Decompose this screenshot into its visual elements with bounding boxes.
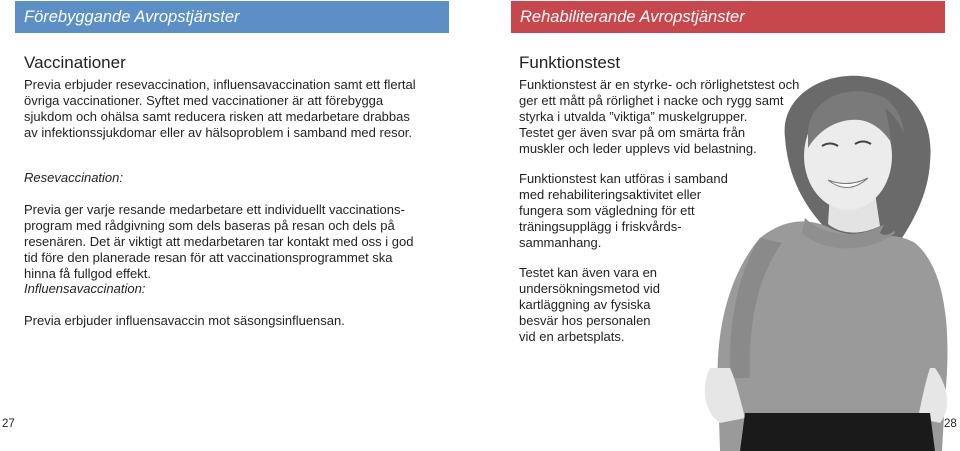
left-banner-title: Förebyggande Avropstjänster [24,8,240,26]
resevaccination-subtitle: Resevaccination: [24,170,123,185]
influensavaccination-body: Previa erbjuder influensavaccin mot säsongsinfluensan. [24,313,345,328]
influensavaccination-subtitle: Influensavaccination: [24,281,146,296]
page-number-left: 27 [2,418,15,430]
page-number-right: 28 [944,418,957,430]
influensavaccination-block [24,265,454,329]
vaccinationer-heading: Vaccinationer [24,53,126,72]
funktionstest-paragraph-3: Testet kan även vara en undersökningsmetod vid kartläggning av fysiska besvär hos personalen vid en arbetsplats. [519,265,660,344]
right-banner [511,1,945,33]
left-banner [15,1,449,33]
funktionstest-paragraph-2: Funktionstest kan utföras i samband med rehabiliteringsaktivitet eller fungera som vägledning för ett träningsupplägg i friskvårds- sammanhang. [519,171,728,250]
resevaccination-block [24,154,454,282]
resevaccination-body: Previa ger varje resande medarbetare ett individuellt vaccinations- program med rådgivning som dels baseras på resan och dels på resenären. Det är viktigt att medarbetaren tar kontakt med oss i god tid före den planerade resan för att vaccinationsprogrammet ska hinna få fullgod effekt. [24,202,414,281]
right-banner-title: Rehabiliterande Avropstjänster [520,8,745,26]
vaccinationer-intro: Previa erbjuder resevaccination, influensavaccination samt ett flertal övriga vaccinationer. Syftet med vaccinationer är att förebygga sjukdom och ohälsa samt reducera risken att medarbetare drabbas av infektionssjukdomar eller av hälsoproblem i samband med resor. [24,77,416,140]
funktionstest-paragraph-1: Funktionstest är en styrke- och rörlighetstest och ger ett mått på rörlighet i nacke och rygg samt styrka i utvalda ”viktiga” muskelgrupper. Testet ger även svar på om smärta från muskler och leder upplevs vid belastning. [519,77,800,156]
funktionstest-heading: Funktionstest [519,53,621,72]
